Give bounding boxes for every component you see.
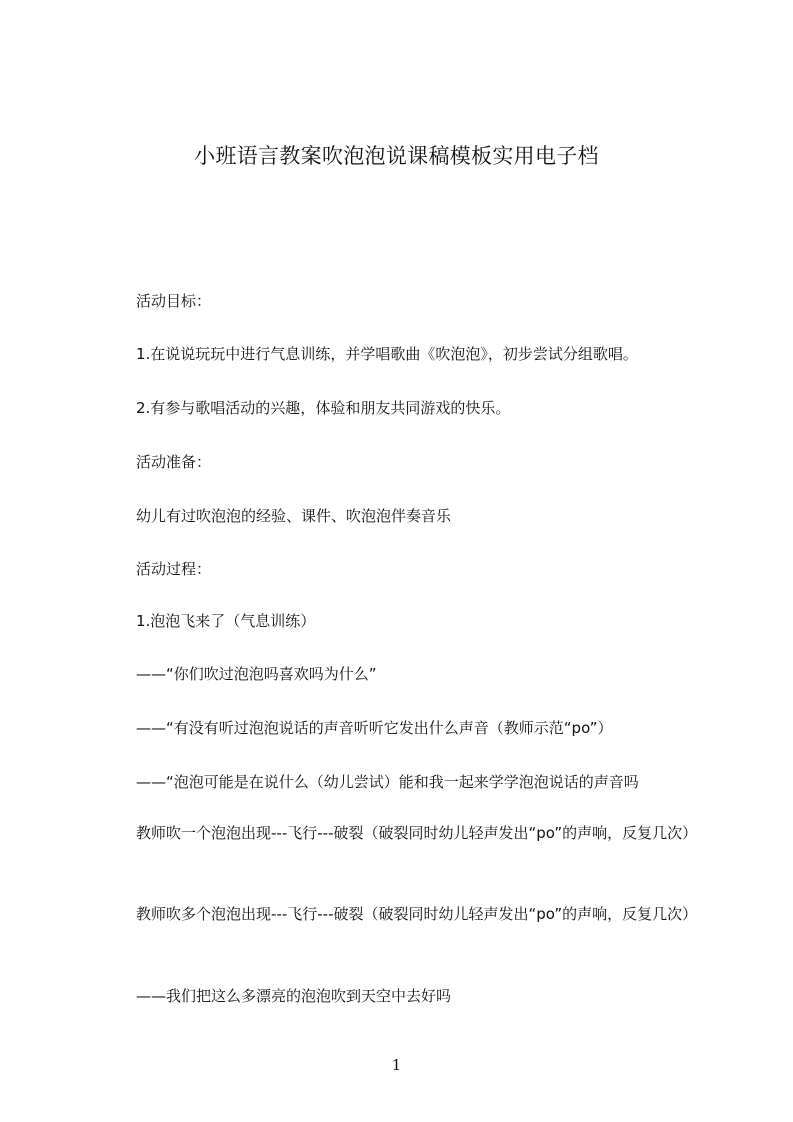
objective-item-1: 1.在说说玩玩中进行气息训练，并学唱歌曲《吹泡泡》，初步尝试分组歌唱。: [136, 345, 638, 363]
dialogue-line-2: ——“有没有听过泡泡说话的声音听听它发出什么声音（教师示范“po”）: [136, 719, 613, 737]
preparation-text: 幼儿有过吹泡泡的经验、课件、吹泡泡伴奏音乐: [136, 507, 452, 525]
process-step-1: 1.泡泡飞来了（气息训练）: [136, 612, 316, 630]
objective-item-2: 2.有参与歌唱活动的兴趣，体验和朋友共同游戏的快乐。: [136, 399, 511, 417]
section-heading-objectives: 活动目标：: [136, 292, 212, 310]
activity-paragraph-1: 教师吹一个泡泡出现---飞行---破裂（破裂同时幼儿轻声发出“po”的声响，反复几次）: [136, 824, 698, 842]
document-title: 小班语言教案吹泡泡说课稿模板实用电子档: [194, 144, 599, 168]
dialogue-line-1: ——“你们吹过泡泡吗喜欢吗为什么”: [136, 665, 377, 683]
page-number: 1: [391, 1056, 402, 1074]
activity-paragraph-2: 教师吹多个泡泡出现---飞行---破裂（破裂同时幼儿轻声发出“po”的声响，反复几次）: [136, 905, 698, 923]
section-heading-process: 活动过程：: [136, 560, 212, 578]
section-heading-preparation: 活动准备：: [136, 453, 212, 471]
dialogue-line-4: ——我们把这么多漂亮的泡泡吹到天空中去好吗: [136, 987, 452, 1005]
dialogue-line-3: ——“泡泡可能是在说什么（幼儿尝试）能和我一起来学学泡泡说话的声音吗: [136, 773, 639, 791]
